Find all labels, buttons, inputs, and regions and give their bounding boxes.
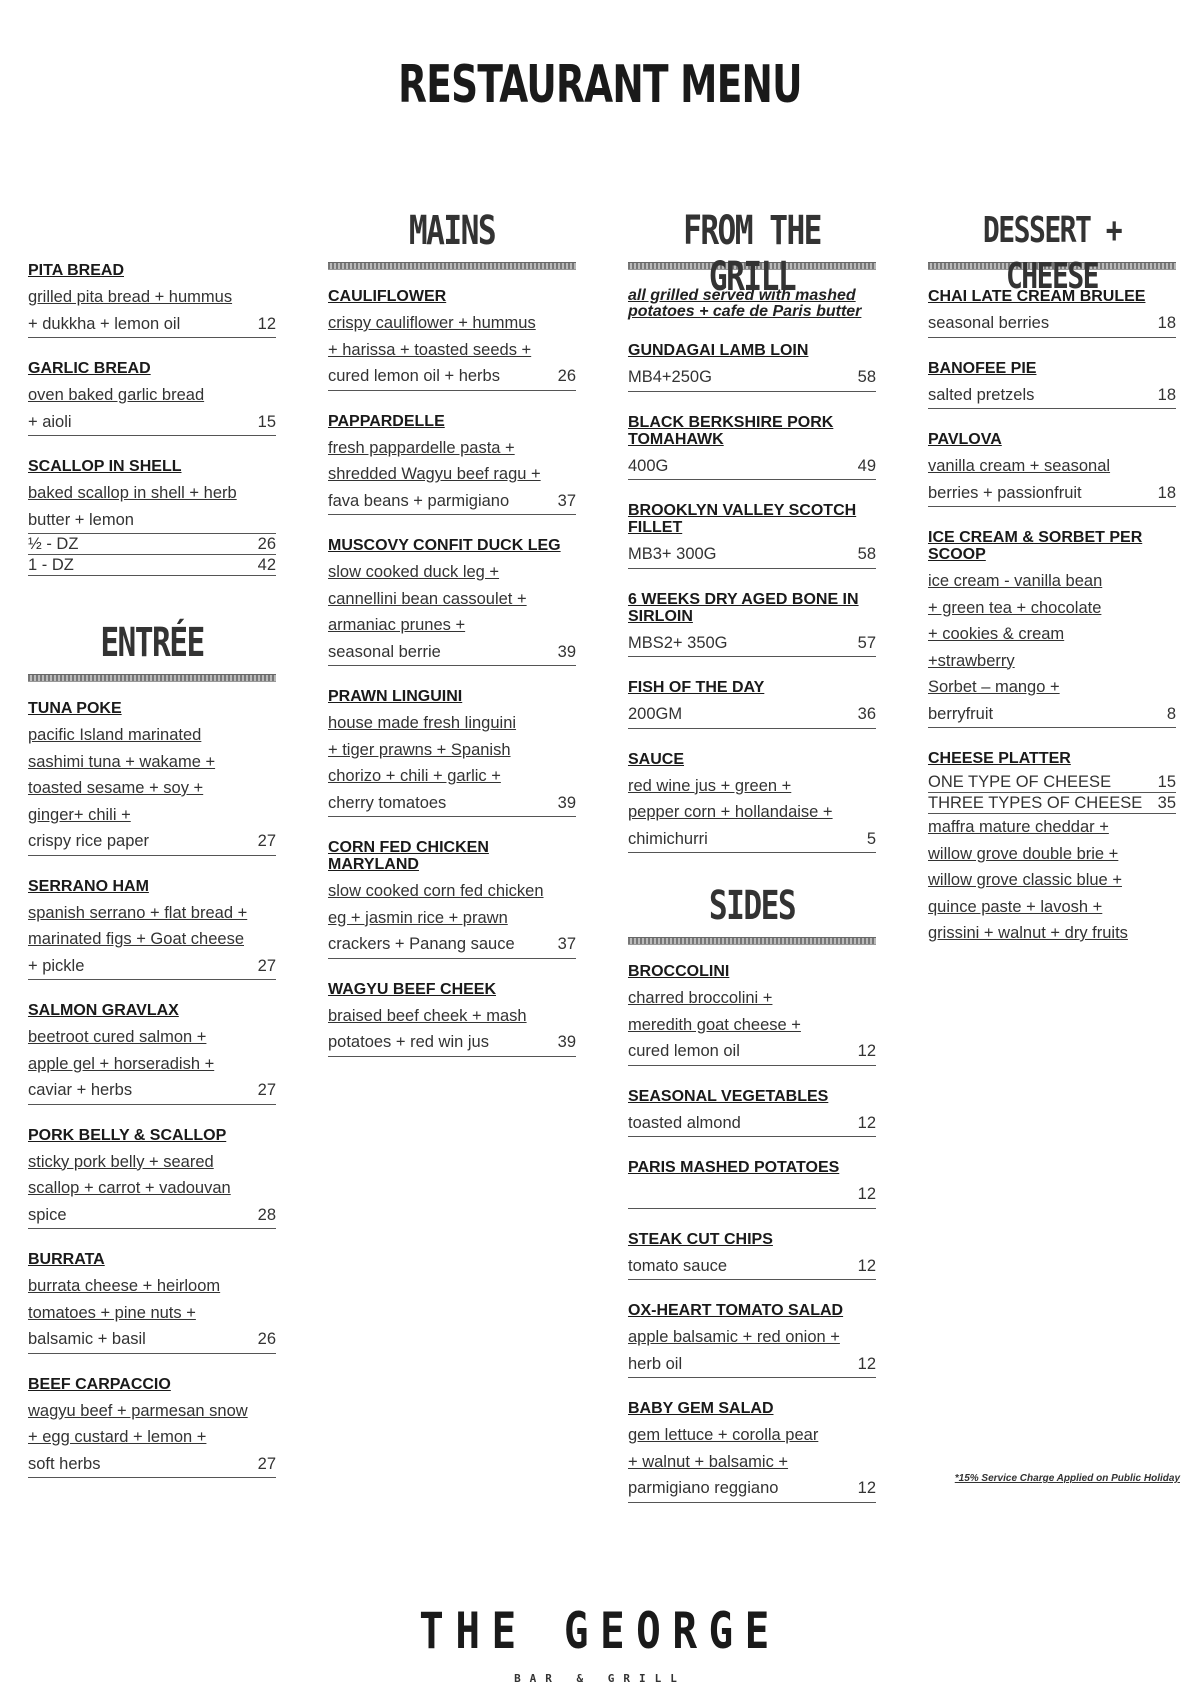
item-desc-last: + aioli	[28, 412, 72, 431]
item-name: CHAI LATE CREAM BRULEE	[928, 288, 1146, 305]
price-line	[28, 534, 276, 555]
item-name: SERRANO HAM	[28, 877, 149, 895]
price: 12	[857, 1256, 876, 1275]
price-line	[28, 311, 276, 339]
price: 12	[257, 314, 276, 333]
price: 12	[857, 1113, 876, 1132]
price: 12	[857, 1354, 876, 1373]
price: 18	[1157, 483, 1176, 502]
item-desc: pepper corn + hollandaise +	[628, 803, 833, 821]
menu-item	[628, 591, 876, 658]
item-name: TUNA POKE	[28, 700, 122, 717]
price: 39	[557, 1033, 576, 1051]
item-desc-last: + dukkha + lemon oil	[28, 314, 181, 333]
item-name: FISH OF THE DAY	[628, 679, 765, 696]
item-desc: meredith goat cheese +	[628, 1015, 801, 1034]
price: 35	[1157, 794, 1176, 812]
section-heading-sides: SIDES	[708, 883, 796, 929]
price-line	[28, 1326, 276, 1354]
item-name: STEAK CUT CHIPS	[628, 1230, 773, 1248]
price-line	[628, 826, 876, 854]
menu-item	[628, 1231, 876, 1281]
item-name: SALMON GRAVLAX	[28, 1002, 179, 1019]
item-desc: scallop + carrot + vadouvan	[28, 1179, 231, 1197]
item-name: BROOKLYN VALLEY SCOTCH FILLET	[628, 502, 857, 536]
item-desc-last: spice	[28, 1205, 67, 1224]
service-charge-note: *15% Service Charge Applied on Public Holiday	[954, 1473, 1180, 1484]
item-desc-last: fava beans + parmigiano	[328, 491, 510, 510]
sides-list	[628, 963, 876, 1503]
price: 42	[257, 556, 276, 574]
price-line	[928, 382, 1176, 410]
price-line	[628, 1351, 876, 1379]
menu-item	[28, 878, 276, 981]
item-name: BROCCOLINI	[628, 963, 730, 980]
price-line	[628, 1038, 876, 1066]
item-desc: grissini + walnut + dry fruits	[928, 924, 1128, 942]
menu-item	[628, 751, 876, 854]
item-desc-last: + pickle	[28, 956, 85, 975]
price: 12	[857, 1479, 876, 1497]
price: 26	[257, 1330, 276, 1348]
price: 27	[257, 1454, 276, 1473]
menu-item	[28, 360, 276, 436]
item-desc: willow grove classic blue +	[928, 871, 1122, 889]
menu-item	[328, 288, 576, 391]
item-desc: house made fresh linguini	[328, 714, 517, 732]
price-line	[328, 790, 576, 818]
grill-list	[628, 342, 876, 853]
menu-item	[328, 413, 576, 516]
price-line	[628, 630, 876, 658]
option-label: THREE TYPES OF CHEESE	[928, 794, 1143, 812]
price-line	[28, 1202, 276, 1230]
menu-item	[28, 262, 276, 338]
option-label: ½ - DZ	[28, 535, 79, 553]
price: 8	[1166, 704, 1176, 723]
price-line	[628, 541, 876, 569]
price-line	[928, 793, 1176, 814]
item-desc: maffra mature cheddar +	[928, 818, 1109, 836]
item-desc: crispy cauliflower + hummus	[328, 314, 536, 332]
item-desc: + egg custard + lemon +	[28, 1428, 207, 1446]
item-desc: braised beef cheek + mash	[328, 1006, 527, 1025]
item-desc-last: MB4+250G	[628, 368, 712, 386]
price: 26	[557, 367, 576, 385]
menu-item	[328, 981, 576, 1057]
item-desc: butter + lemon	[28, 507, 276, 535]
price-line	[628, 1253, 876, 1281]
item-desc: + green tea + chocolate	[928, 598, 1102, 617]
price-line	[328, 639, 576, 667]
menu-item-cheese-platter	[928, 750, 1176, 947]
item-desc-last: berryfruit	[928, 704, 994, 723]
price-line	[328, 1029, 576, 1057]
menu-item	[628, 1088, 876, 1138]
item-desc-last: 400G	[628, 456, 669, 475]
item-name: BLACK BERKSHIRE PORK TOMAHAWK	[628, 413, 834, 448]
item-desc: sashimi tuna + wakame +	[28, 752, 216, 771]
section-heading-dessert: DESSERT + CHEESE	[982, 210, 1122, 297]
item-name: MUSCOVY CONFIT DUCK LEG	[328, 537, 561, 554]
menu-item-scallop	[28, 458, 276, 576]
item-desc: wagyu beef + parmesan snow	[28, 1401, 248, 1420]
price-line	[628, 1181, 876, 1209]
price: 39	[557, 642, 576, 661]
item-desc: marinated figs + Goat cheese	[28, 930, 244, 948]
item-desc: sticky pork belly + seared	[28, 1152, 214, 1171]
item-desc-last: chimichurri	[628, 829, 708, 848]
menu-item	[28, 1002, 276, 1105]
item-desc: pacific Island marinated	[28, 726, 202, 744]
menu-item	[28, 1127, 276, 1230]
price-line	[928, 480, 1176, 508]
item-desc-last: cherry tomatoes	[328, 793, 447, 812]
price: 5	[866, 829, 876, 848]
item-name: PAVLOVA	[928, 431, 1002, 448]
item-desc: spanish serrano + flat bread +	[28, 903, 248, 922]
price-line	[628, 1475, 876, 1503]
price-line	[28, 1077, 276, 1105]
price-line	[928, 772, 1176, 793]
item-name: PARIS MASHED POTATOES	[628, 1159, 840, 1176]
item-name: CORN FED CHICKEN MARYLAND	[328, 839, 489, 873]
menu-item	[928, 431, 1176, 507]
section-heading-grill: FROM THE GRILL	[683, 208, 821, 300]
item-desc: armaniac prunes +	[328, 616, 466, 634]
item-name: WAGYU BEEF CHEEK	[328, 980, 497, 998]
price: 12	[857, 1042, 876, 1060]
item-desc: + tiger prawns + Spanish	[328, 740, 511, 759]
price-line	[328, 931, 576, 959]
menu-item	[628, 963, 876, 1066]
item-desc-last: seasonal berrie	[328, 642, 441, 661]
item-name: PRAWN LINGUINI	[328, 688, 463, 705]
menu-item	[628, 414, 876, 481]
item-name: OX-HEART TOMATO SALAD	[628, 1302, 844, 1319]
item-desc: ice cream - vanilla bean	[928, 572, 1103, 590]
menu-item	[628, 1400, 876, 1503]
item-desc: Sorbet – mango +	[928, 678, 1060, 696]
item-desc: +strawberry	[928, 651, 1015, 670]
item-desc-last: herb oil	[628, 1354, 683, 1373]
menu-item	[628, 342, 876, 392]
menu-item	[328, 839, 576, 959]
price-line	[328, 488, 576, 516]
item-desc: chorizo + chili + garlic +	[328, 767, 501, 785]
item-desc: cannellini bean cassoulet +	[328, 589, 527, 608]
section-heading-entree: ENTRÉE	[100, 620, 204, 666]
section-divider	[628, 937, 876, 945]
price: 49	[857, 456, 876, 475]
item-desc-last: MB3+ 300G	[628, 545, 717, 563]
item-name: 6 WEEKS DRY AGED BONE IN SIRLOIN	[628, 590, 859, 625]
item-desc: charred broccolini +	[628, 989, 773, 1007]
item-desc-last: parmigiano reggiano	[628, 1479, 779, 1497]
menu-item	[628, 1159, 876, 1209]
item-name: BEEF CARPACCIO	[28, 1375, 171, 1393]
item-desc: toasted sesame + soy +	[28, 779, 204, 797]
section-heading-mains: MAINS	[408, 208, 496, 254]
option-label: ONE TYPE OF CHEESE	[928, 773, 1112, 791]
item-desc: burrata cheese + heirloom	[28, 1277, 221, 1295]
item-desc-last: crispy rice paper	[28, 832, 150, 850]
item-desc: eg + jasmin rice + prawn	[328, 908, 508, 927]
grill-note: all grilled served with mashed potatoes + cafe de Paris butter	[628, 287, 862, 320]
item-desc: gem lettuce + corolla pear	[628, 1426, 819, 1444]
price: 15	[257, 412, 276, 431]
item-desc: apple balsamic + red onion +	[628, 1328, 840, 1346]
price-line	[28, 1451, 276, 1479]
item-name: SEASONAL VEGETABLES	[628, 1087, 829, 1105]
item-desc: slow cooked corn fed chicken	[328, 882, 544, 900]
price-line	[628, 701, 876, 729]
page-title: RESTAURANT MENU	[398, 55, 802, 115]
menu-item	[28, 700, 276, 856]
menu-item	[928, 360, 1176, 410]
price: 27	[257, 832, 276, 850]
item-name: ICE CREAM & SORBET PER SCOOP	[928, 529, 1143, 563]
price: 37	[557, 491, 576, 510]
price-line	[28, 953, 276, 981]
item-desc-last: caviar + herbs	[28, 1081, 133, 1099]
item-name: BABY GEM SALAD	[628, 1400, 774, 1417]
item-desc: vanilla cream + seasonal	[928, 457, 1111, 475]
column-grill-sides	[628, 208, 876, 1525]
price: 37	[557, 935, 576, 953]
price: 39	[557, 793, 576, 812]
item-name: BURRATA	[28, 1251, 105, 1268]
item-desc: oven baked garlic bread	[28, 386, 205, 404]
price: 36	[857, 705, 876, 723]
item-desc: baked scallop in shell + herb	[28, 484, 237, 502]
price: 27	[257, 1081, 276, 1099]
price-line	[28, 555, 276, 576]
price: 27	[257, 956, 276, 975]
price-line	[28, 409, 276, 437]
brand-logo: THE GEORGE	[419, 1602, 781, 1660]
item-desc: shredded Wagyu beef ragu +	[328, 465, 541, 483]
mains-list	[328, 288, 576, 1057]
item-name: BANOFEE PIE	[928, 359, 1037, 377]
item-name: GARLIC BREAD	[28, 360, 151, 377]
price-line	[628, 364, 876, 392]
item-name: SAUCE	[628, 750, 685, 768]
menu-item	[28, 1376, 276, 1479]
item-name: PORK BELLY & SCALLOP	[28, 1126, 227, 1144]
column-dessert-cheese	[928, 208, 1176, 969]
item-desc: + cookies & cream	[928, 625, 1065, 643]
item-desc: slow cooked duck leg +	[328, 563, 500, 581]
item-desc: willow grove double brie +	[928, 844, 1119, 863]
price-line	[28, 828, 276, 856]
item-name: PAPPARDELLE	[328, 412, 445, 430]
price: 18	[1157, 385, 1176, 404]
item-desc-last: seasonal berries	[928, 314, 1050, 332]
item-desc-last: salted pretzels	[928, 385, 1035, 404]
item-name: SCALLOP IN SHELL	[28, 458, 182, 475]
entree-list	[28, 700, 276, 1478]
price: 26	[257, 535, 276, 553]
item-desc-last: cured lemon oil	[628, 1042, 740, 1060]
dessert-list	[928, 288, 1176, 728]
price: 57	[857, 633, 876, 652]
column-mains	[328, 208, 576, 1079]
item-desc: beetroot cured salmon +	[28, 1028, 207, 1046]
item-desc: apple gel + horseradish +	[28, 1054, 215, 1073]
price-line	[328, 363, 576, 391]
item-name: CHEESE PLATTER	[928, 750, 1071, 767]
menu-item	[628, 1302, 876, 1378]
starters-list	[28, 262, 276, 436]
item-desc: grilled pita bread + hummus	[28, 288, 233, 306]
price-line	[628, 1110, 876, 1138]
item-desc-last: soft herbs	[28, 1454, 101, 1473]
item-name: GUNDAGAI LAMB LOIN	[628, 342, 809, 359]
item-desc: tomatoes + pine nuts +	[28, 1303, 196, 1322]
item-desc-last: toasted almond	[628, 1113, 741, 1132]
price: 18	[1157, 314, 1176, 332]
option-label: 1 - DZ	[28, 556, 74, 574]
brand-subtitle: BAR & GRILL	[514, 1672, 686, 1685]
column-starters-entree	[28, 262, 276, 1500]
item-desc-last: MBS2+ 350G	[628, 633, 728, 652]
item-desc: red wine jus + green +	[628, 776, 792, 795]
item-desc-last: potatoes + red win jus	[328, 1033, 489, 1051]
section-divider	[328, 262, 576, 270]
price: 12	[857, 1185, 876, 1203]
item-desc: quince paste + lavosh +	[928, 897, 1103, 916]
item-desc-last: tomato sauce	[628, 1256, 728, 1275]
price: 58	[857, 545, 876, 563]
menu-item	[328, 688, 576, 817]
item-desc-last: cured lemon oil + herbs	[328, 367, 500, 385]
menu-item	[28, 1251, 276, 1354]
item-name: PITA BREAD	[28, 262, 124, 279]
item-desc-last: balsamic + basil	[28, 1330, 146, 1348]
menu-item	[928, 529, 1176, 728]
item-desc-last: crackers + Panang sauce	[328, 935, 515, 953]
item-desc: ginger+ chili +	[28, 805, 131, 824]
menu-item	[628, 679, 876, 729]
item-desc: fresh pappardelle pasta +	[328, 438, 515, 457]
item-name: CAULIFLOWER	[328, 288, 447, 305]
price: 58	[857, 368, 876, 386]
price: 15	[1157, 773, 1176, 791]
item-desc: + walnut + balsamic +	[628, 1452, 789, 1471]
price: 28	[257, 1205, 276, 1224]
item-desc: + harissa + toasted seeds +	[328, 340, 532, 359]
item-desc-last: 200GM	[628, 705, 683, 723]
price-line	[928, 701, 1176, 729]
menu-item	[328, 537, 576, 666]
menu-item	[628, 502, 876, 569]
section-divider	[28, 674, 276, 682]
item-desc-last: berries + passionfruit	[928, 483, 1082, 502]
price-line	[928, 310, 1176, 338]
price-line	[628, 453, 876, 481]
